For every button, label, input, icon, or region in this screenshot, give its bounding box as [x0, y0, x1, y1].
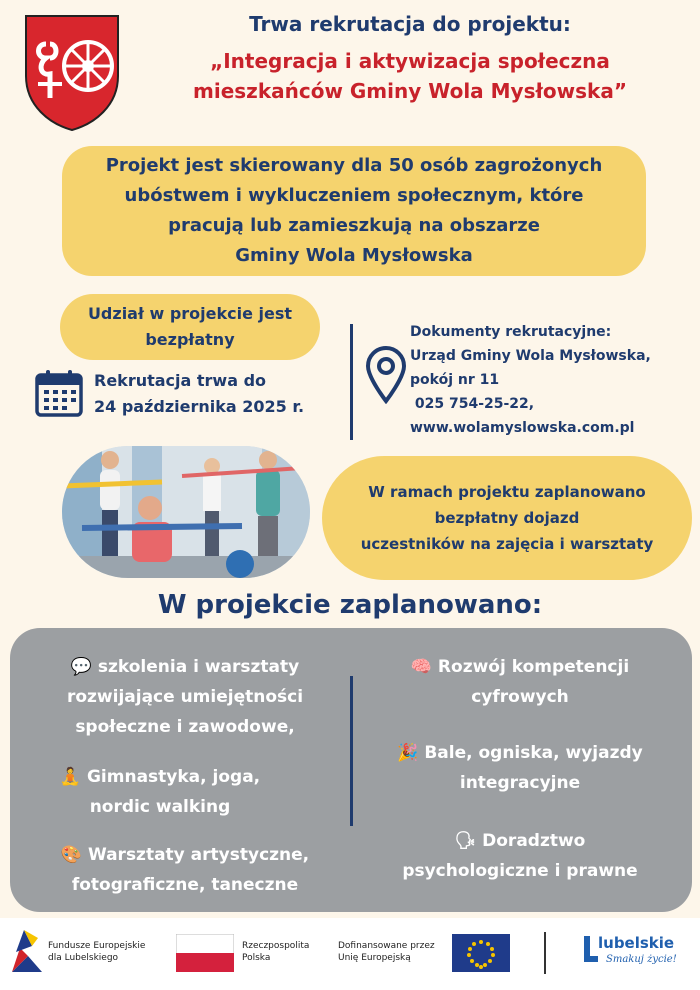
eu-funds-line: dla Lubelskiego: [48, 953, 119, 963]
planned-heading: W projekcie zaplanowano:: [157, 590, 543, 620]
activities-divider: [350, 676, 353, 826]
project-name-line-1: „Integracja i aktywizacja społeczna: [210, 49, 610, 73]
recruitment-line: Rekrutacja trwa do: [94, 371, 267, 390]
lubelskie-brand: lubelskie: [598, 934, 675, 952]
lubelskie-logo-icon: [580, 934, 600, 964]
activity-line: Warsztaty artystyczne,: [87, 845, 310, 865]
project-name-line-2: mieszkańców Gminy Wola Mysłowska”: [193, 79, 627, 103]
eu-funds-line: Fundusze Europejskie: [48, 941, 146, 951]
activity-workshops: [30, 840, 340, 900]
free-participation-box: [60, 294, 320, 360]
target-line: Projekt jest skierowany dla 50 osób zagrożonych: [105, 155, 603, 176]
footer-logos: [0, 918, 700, 990]
activity-line: Rozwój kompetencji: [437, 657, 630, 677]
rp-line: Polska: [242, 953, 271, 963]
activity-line: Bale, ogniska, wyjazdy: [424, 743, 643, 763]
free-line: Udział w projekcie jest: [87, 304, 293, 323]
rp-line: Rzeczpospolita: [242, 941, 310, 951]
transport-line: bezpłatny dojazd: [434, 509, 580, 527]
rp-label: [242, 940, 309, 964]
target-line: ubóstwem i wykluczeniem społecznym, które: [124, 185, 584, 206]
polish-flag-icon: [176, 934, 234, 972]
target-group-box: [62, 146, 646, 276]
project-name: [130, 46, 690, 106]
activity-line: fotograficzne, taneczne: [71, 875, 299, 895]
footer-divider: [544, 932, 546, 974]
speech-bubble-icon: 💬: [70, 657, 92, 677]
activity-digital: [370, 652, 670, 712]
free-line: bezpłatny: [145, 330, 235, 349]
divider: [350, 324, 353, 440]
transport-line: W ramach projektu zaplanowano: [368, 483, 646, 501]
documents-website[interactable]: www.wolamyslowska.com.pl: [410, 420, 635, 436]
eu-cofinanced-label: [338, 940, 435, 964]
activity-gymnastics: [30, 762, 290, 822]
eu-line: Dofinansowane przez: [338, 941, 435, 951]
activity-counseling: [370, 826, 670, 886]
eu-flag-icon: [452, 934, 510, 972]
documents-info: [410, 320, 700, 440]
exercise-photo: [62, 446, 310, 578]
target-line: pracują lub zamieszkują na obszarze: [168, 215, 540, 236]
documents-title: Dokumenty rekrutacyjne:: [410, 324, 612, 340]
activity-line: Doradztwo: [482, 831, 586, 851]
eu-funds-logo: [12, 928, 42, 972]
activity-integration: [370, 738, 670, 798]
transport-box: [322, 456, 692, 580]
party-popper-icon: 🎉: [397, 743, 419, 763]
activity-line: cyfrowych: [471, 687, 569, 707]
lubelskie-slogan: Smakuj życie!: [606, 954, 677, 965]
header-title: Trwa rekrutacja do projektu:: [249, 12, 571, 36]
activity-line: Gimnastyka, joga,: [86, 767, 261, 787]
location-pin-icon: [364, 344, 408, 404]
transport-line: uczestników na zajęcia i warsztaty: [360, 535, 654, 553]
speaking-head-icon: 🗣: [454, 831, 477, 851]
activity-line: społeczne i zawodowe,: [75, 717, 295, 737]
documents-room: pokój nr 11: [410, 372, 500, 388]
recruitment-line: 24 października 2025 r.: [94, 397, 305, 416]
documents-office: Urząd Gminy Wola Mysłowska,: [410, 348, 651, 364]
activity-line: rozwijające umiejętności: [66, 687, 304, 707]
coat-of-arms-logo: [24, 14, 120, 132]
activity-line: szkolenia i warsztaty: [97, 657, 300, 677]
documents-phone: 025 754-25-22,: [410, 396, 535, 412]
eu-funds-label: [48, 940, 145, 964]
activity-line: psychologiczne i prawne: [402, 861, 638, 881]
recruitment-deadline: [94, 368, 344, 420]
calendar-icon: [34, 368, 84, 418]
target-line: Gminy Wola Mysłowska: [235, 245, 473, 266]
eu-line: Unię Europejską: [338, 953, 411, 963]
palette-icon: 🎨: [60, 845, 83, 865]
brain-icon: 🧠: [410, 657, 432, 677]
yoga-icon: 🧘: [59, 767, 82, 787]
activity-line: integracyjne: [459, 773, 581, 793]
activity-line: nordic walking: [89, 797, 231, 817]
activity-training: [30, 652, 340, 742]
